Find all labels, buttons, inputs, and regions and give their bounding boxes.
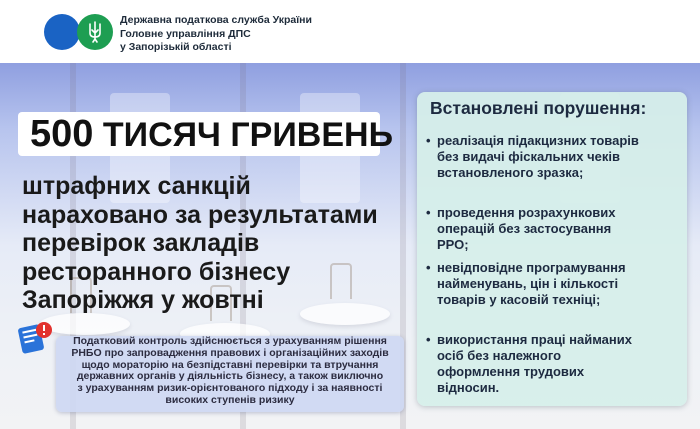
note-line: РНБО про запровадження правових і організаційних заходів	[71, 346, 389, 359]
org-line-1: Державна податкова служба України	[120, 14, 312, 26]
violation-line: РРО;	[437, 237, 469, 252]
violation-line: невідповідне програмування	[437, 260, 626, 275]
subheadline	[22, 172, 378, 315]
logo-green-circle	[77, 14, 113, 50]
subheadline-line: перевірок закладів	[22, 229, 260, 257]
note-line: державних органів у діяльність бізнесу, а також виключно	[76, 370, 384, 383]
org-line-2: Головне управління ДПС	[120, 27, 251, 40]
note-line: Податковий контроль здійснюється з урахуванням рішення	[73, 335, 387, 347]
note-line: високих ступенів ризику	[165, 393, 295, 406]
organization-name	[120, 14, 312, 55]
violations-title: Встановлені порушення:	[430, 98, 647, 118]
trident-icon	[87, 21, 103, 43]
headline-unit: ТИСЯЧ ГРИВЕНЬ	[102, 116, 394, 154]
logo-blue-circle	[44, 14, 80, 50]
violation-line: відносин.	[437, 380, 500, 395]
note-line: з урахуванням ризик-орієнтованого підходу і за наявності	[77, 382, 383, 395]
violation-line: реалізація підакцизних товарів	[437, 133, 639, 148]
note-line: щодо мораторію на безпідставні перевірки та втручання	[81, 358, 379, 371]
violation-line: використання праці найманих	[437, 332, 632, 347]
violation-line: без видачі фіскальних чеків	[437, 149, 621, 164]
subheadline-line: штрафних санкцій	[22, 172, 251, 200]
document-alert-icon	[14, 318, 54, 358]
note-text	[58, 336, 402, 407]
subheadline-line: ресторанного бізнесу	[22, 257, 291, 286]
violation-line: оформлення трудових	[437, 364, 585, 379]
violation-line: товарів у касовій техніці;	[437, 292, 601, 307]
violation-line: операцій без застосування	[437, 221, 612, 236]
subheadline-line: Запоріжжя у жовтні	[22, 286, 264, 314]
violation-line: встановленого зразка;	[437, 165, 584, 180]
bullet: •	[426, 205, 431, 220]
violation-line: проведення розрахункових	[437, 205, 616, 220]
bullet: •	[426, 133, 431, 148]
headline	[30, 113, 393, 156]
header-bar	[0, 0, 700, 63]
violation-line: найменувань, цін і кількості	[437, 276, 619, 291]
org-line-3: у Запорізькій області	[120, 41, 232, 53]
violation-line: осіб без належного	[437, 348, 562, 363]
bullet: •	[426, 332, 431, 347]
headline-amount: 500	[30, 113, 94, 155]
bullet: •	[426, 260, 431, 275]
subheadline-line: нараховано за результатами	[22, 200, 378, 229]
